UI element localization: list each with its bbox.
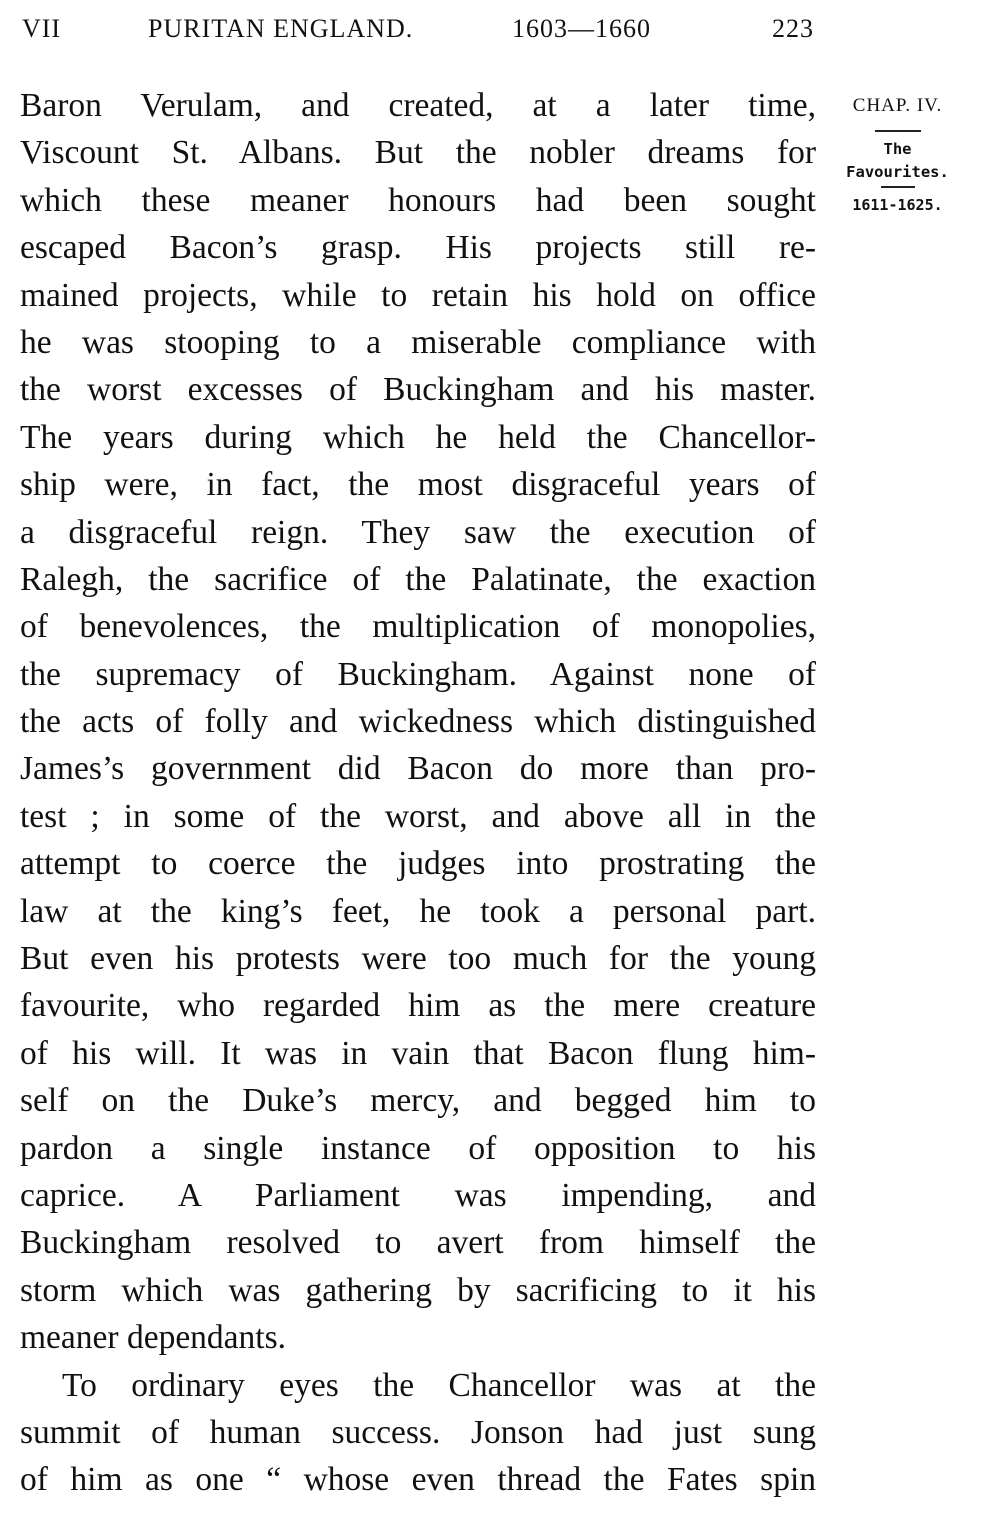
text-line: which these meaner honours had been sought [20, 181, 816, 219]
text-line: law at the king’s feet, he took a personal part. [20, 892, 816, 930]
margin-topic-line2: Favourites. [846, 163, 949, 181]
text-line: But even his protests were too much for the young [20, 940, 816, 978]
text-line-paragraph-start: To ordinary eyes the Chancellor was at the [62, 1366, 816, 1404]
text-line: of his will. It was in vain that Bacon flung him- [20, 1034, 816, 1072]
text-line: caprice. A Parliament was impending, and [20, 1176, 816, 1214]
text-line: the acts of folly and wickedness which distinguished [20, 703, 816, 741]
margin-divider [875, 130, 921, 132]
header-dates: 1603—1660 [512, 14, 651, 43]
text-line: a disgraceful reign. They saw the execution of [20, 513, 816, 551]
text-line: self on the Duke’s mercy, and begged him to [20, 1082, 816, 1120]
text-line: pardon a single instance of opposition to his [20, 1129, 816, 1167]
page-number: 223 [772, 14, 814, 43]
margin-divider [881, 186, 915, 188]
text-line: Baron Verulam, and created, at a later time, [20, 87, 816, 124]
text-line: Buckingham resolved to avert from himself the [20, 1224, 816, 1262]
text-line: he was stooping to a miserable compliance with [20, 323, 816, 361]
text-line: James’s government did Bacon do more than pro- [20, 750, 816, 788]
text-line: storm which was gathering by sacrificing to it his [20, 1271, 816, 1309]
body-text [20, 82, 816, 1504]
running-header [22, 14, 814, 54]
text-line: of him as one “ whose even thread the Fates spin [20, 1461, 816, 1499]
text-line: test ; in some of the worst, and above all in the [20, 797, 816, 835]
margin-topic-line1: The [883, 140, 912, 158]
text-line: summit of human success. Jonson had just sung [20, 1413, 816, 1451]
text-line: the supremacy of Buckingham. Against none of [20, 655, 816, 693]
text-line: Ralegh, the sacrifice of the Palatinate, the exaction [20, 560, 816, 598]
margin-years: 1611-1625. [852, 196, 943, 214]
header-running-title: PURITAN ENGLAND. [148, 14, 414, 43]
text-line: attempt to coerce the judges into prostrating the [20, 845, 816, 883]
text-line: Viscount St. Albans. But the nobler dreams for [20, 134, 816, 172]
text-line: of benevolences, the multiplication of monopolies, [20, 608, 816, 646]
text-line: the worst excesses of Buckingham and his master. [20, 371, 816, 409]
text-line: mained projects, while to retain his hold on office [20, 276, 816, 314]
text-line: favourite, who regarded him as the mere creature [20, 987, 816, 1025]
text-line: The years during which he held the Chancellor- [20, 418, 816, 456]
margin-note [830, 92, 965, 216]
header-chapter-numeral: VII [22, 14, 62, 43]
text-line: meaner dependants. [20, 1319, 287, 1357]
text-line: ship were, in fact, the most disgraceful years of [20, 466, 816, 504]
margin-chapter: CHAP. IV. [852, 95, 943, 116]
text-line: escaped Bacon’s grasp. His projects still re- [20, 229, 816, 267]
